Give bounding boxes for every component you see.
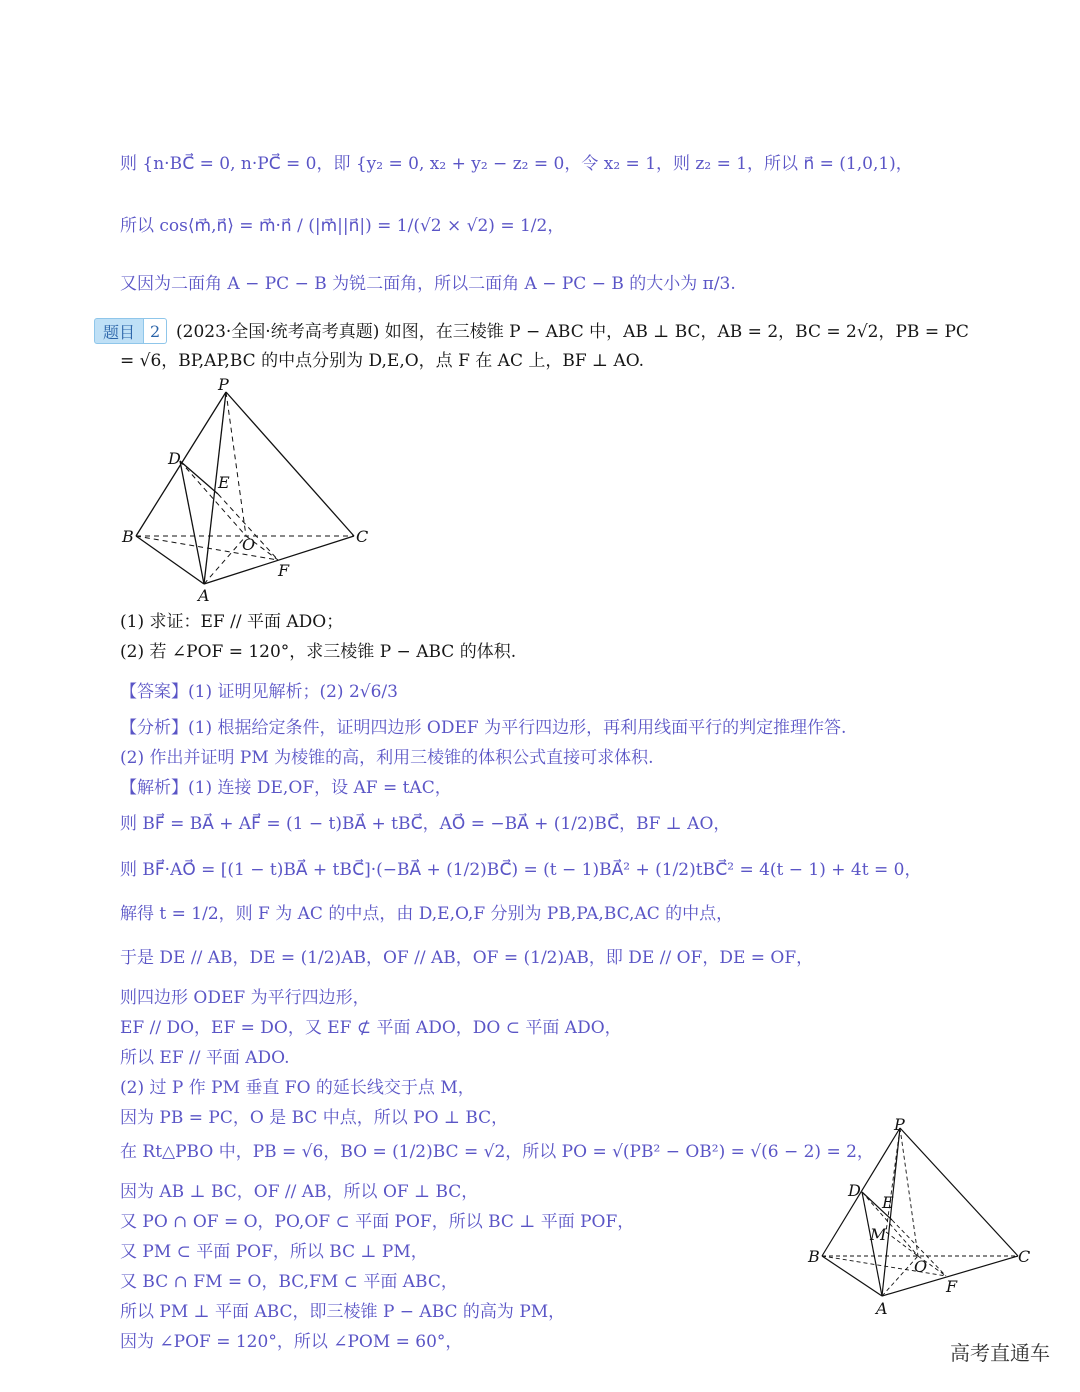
solution-line: 则四边形 ODEF 为平行四边形， bbox=[120, 988, 370, 1008]
vertex-label: B bbox=[808, 1247, 820, 1266]
vertex-label: C bbox=[1018, 1247, 1031, 1266]
watermark: 高考直通车 bbox=[950, 1341, 1050, 1365]
vertex-label: P bbox=[218, 376, 229, 394]
question-1: (1) 求证：EF // 平面 ADO； bbox=[120, 612, 344, 632]
vertex-label: F bbox=[278, 561, 290, 580]
vertex-label: B bbox=[122, 527, 134, 546]
pyramid-figure-with-m bbox=[806, 1116, 1038, 1322]
vertex-label: E bbox=[218, 473, 230, 492]
solution-line: 解得 t = 1/2，则 F 为 AC 的中点，由 D,E,O,F 分别为 PB,PA,BC,AC 的中点， bbox=[120, 904, 734, 924]
question-2: (2) 若 ∠POF = 120°，求三棱锥 P − ABC 的体积. bbox=[120, 642, 517, 662]
vertex-label: E bbox=[882, 1193, 894, 1212]
solution-line: 又 PM ⊂ 平面 POF，所以 BC ⊥ PM， bbox=[120, 1242, 428, 1262]
vertex-label: A bbox=[876, 1299, 888, 1318]
solution-line: EF // DO，EF = DO，又 EF ⊄ 平面 ADO，DO ⊂ 平面 ADO， bbox=[120, 1018, 622, 1038]
solution-line: 则 BF⃗·AO⃗ = [(1 − t)BA⃗ + tBC⃗]·(−BA⃗ + (1/2)BC⃗) = (t − 1)BA⃗² + (1/2)tBC⃗² = 4(t − 1) + 4t = 0， bbox=[120, 860, 922, 880]
vertex-label: A bbox=[198, 586, 210, 605]
vertex-label: O bbox=[914, 1257, 928, 1276]
text-line: 则 {n·BC⃗ = 0, n·PC⃗ = 0，即 {y₂ = 0, x₂ + y₂ − z₂ = 0，令 x₂ = 1，则 z₂ = 1，所以 n⃗ = (1,0,1)， bbox=[120, 154, 913, 174]
solution-line: 则 BF⃗ = BA⃗ + AF⃗ = (1 − t)BA⃗ + tBC⃗，AO⃗ = −BA⃗ + (1/2)BC⃗，BF ⊥ AO， bbox=[120, 814, 731, 834]
solution-line: 又 BC ∩ FM = O，BC,FM ⊂ 平面 ABC， bbox=[120, 1272, 458, 1292]
solution-line: (2) 过 P 作 PM 垂直 FO 的延长线交于点 M， bbox=[120, 1078, 475, 1098]
analysis-line: (2) 作出并证明 PM 为棱锥的高，利用三棱锥的体积公式直接可求体积. bbox=[120, 748, 654, 768]
vertex-label: F bbox=[946, 1277, 958, 1296]
solution-line: 于是 DE // AB，DE = (1/2)AB，OF // AB，OF = (1/2)AB，即 DE // OF，DE = OF， bbox=[120, 948, 814, 968]
solution-line: 所以 EF // 平面 ADO. bbox=[120, 1048, 290, 1068]
problem-tag-number: 2 bbox=[144, 318, 167, 344]
solution-line: 【解析】(1) 连接 DE,OF，设 AF = tAC， bbox=[120, 778, 452, 798]
solution-line: 因为 AB ⊥ BC，OF // AB，所以 OF ⊥ BC， bbox=[120, 1182, 479, 1202]
solution-line: 又 PO ∩ OF = O，PO,OF ⊂ 平面 POF，所以 BC ⊥ 平面 POF， bbox=[120, 1212, 635, 1232]
problem-text: = √6，BP,AP,BC 的中点分别为 D,E,O，点 F 在 AC 上，BF ⊥ AO. bbox=[120, 351, 645, 371]
solution-line: 在 Rt△PBO 中，PB = √6，BO = (1/2)BC = √2，所以 PO = √(PB² − OB²) = √(6 − 2) = 2， bbox=[120, 1142, 874, 1162]
solution-line: 所以 PM ⊥ 平面 ABC，即三棱锥 P − ABC 的高为 PM， bbox=[120, 1302, 566, 1322]
solution-line: 因为 PB = PC，O 是 BC 中点，所以 PO ⊥ BC， bbox=[120, 1108, 509, 1128]
vertex-label: P bbox=[894, 1116, 905, 1134]
vertex-label: D bbox=[168, 449, 181, 468]
pyramid-figure bbox=[118, 376, 378, 606]
problem-tag bbox=[94, 318, 167, 344]
problem-tag-title: 题目 bbox=[94, 318, 144, 344]
text-line: 所以 cos⟨m⃗,n⃗⟩ = m⃗·n⃗ / (|m⃗||n⃗|) = 1/(√2 × √2) = 1/2， bbox=[120, 216, 565, 236]
vertex-label: D bbox=[848, 1181, 861, 1200]
analysis-line: 【分析】(1) 根据给定条件，证明四边形 ODEF 为平行四边形，再利用线面平行的判定推理作答. bbox=[120, 718, 847, 738]
problem-text: (2023·全国·统考高考真题) 如图，在三棱锥 P − ABC 中，AB ⊥ BC，AB = 2，BC = 2√2，PB = PC bbox=[176, 322, 969, 342]
vertex-label: O bbox=[242, 535, 256, 554]
answer-line: 【答案】(1) 证明见解析；(2) 2√6/3 bbox=[120, 682, 398, 702]
text-line: 又因为二面角 A − PC − B 为锐二面角，所以二面角 A − PC − B 的大小为 π/3. bbox=[120, 274, 736, 294]
solution-line: 因为 ∠POF = 120°，所以 ∠POM = 60°， bbox=[120, 1332, 463, 1352]
vertex-label: C bbox=[356, 527, 369, 546]
vertex-label: M bbox=[870, 1225, 887, 1244]
